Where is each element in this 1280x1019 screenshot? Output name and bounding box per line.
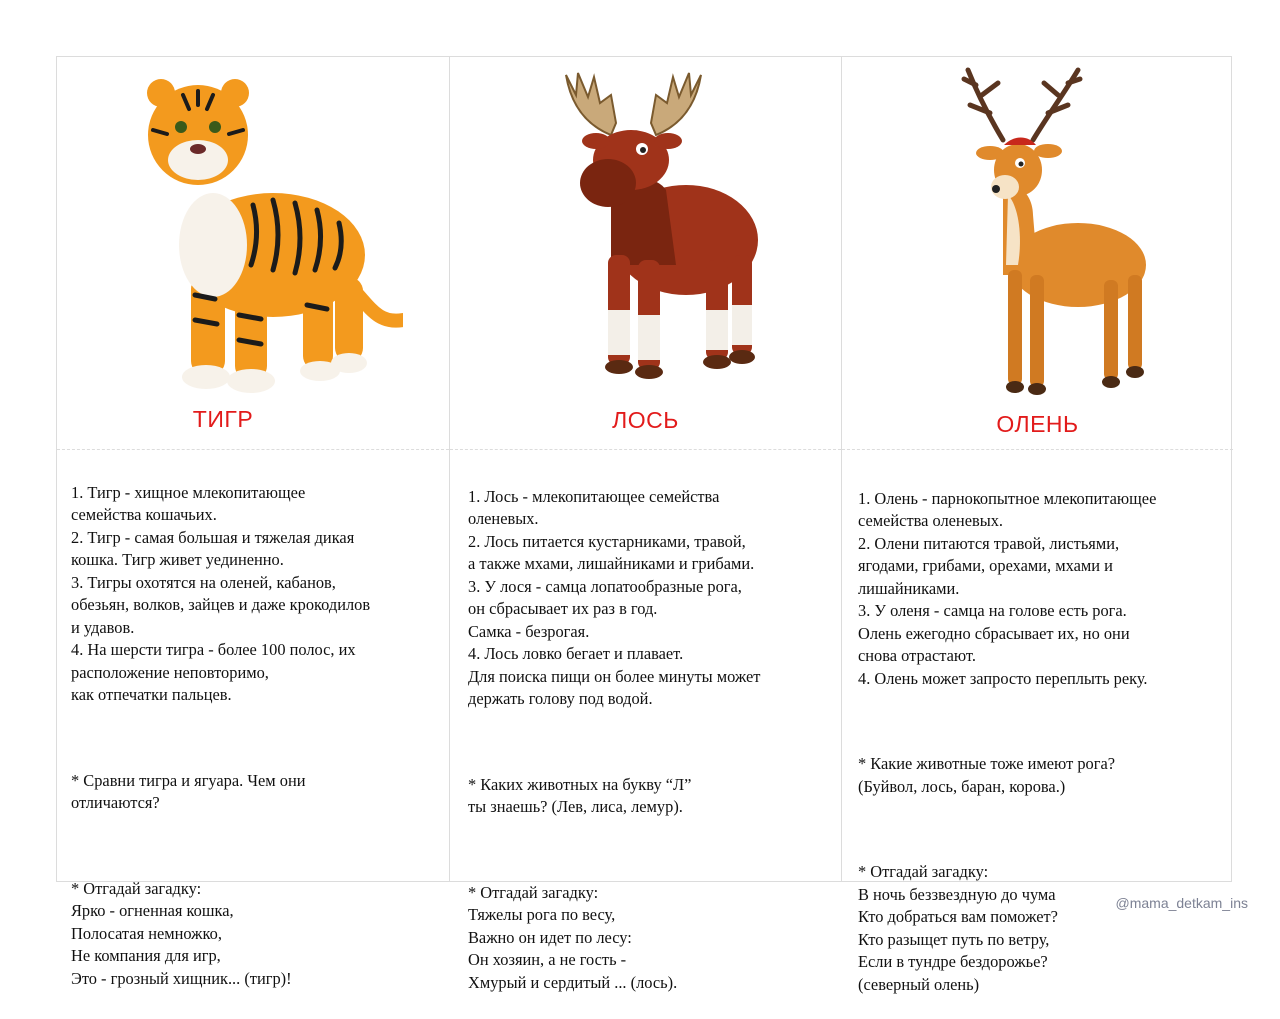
question-text: * Каких животных на букву “Л” ты знаешь? (Лев, лиса, лемур). [468, 774, 692, 816]
card-title: ТИГР [192, 406, 254, 432]
riddle-text: * Отгадай загадку: В ночь беззвездную до чума Кто добраться вам поможет? Кто разыщет путь по ветру, Если в тундре бездорожье? (северный олень) [858, 862, 1058, 994]
facts-text: 1. Тигр - хищное млекопитающее семейства кошачьих. 2. Тигр - самая большая и тяжелая дикая кошка. Тигр живет уединенно. 3. Тигры охотятся на оленей, кабанов, обезьян, волков, зайцев и даже крокодилов и удавов. 4. На шерсти тигра - более 100 полос, их расположение неповторимо, как отпечатки пальцев. [71, 482, 371, 704]
card-title: ОЛЕНЬ [996, 411, 1079, 437]
tiger-illustration [57, 65, 449, 405]
card-title: ЛОСЬ [612, 407, 679, 433]
card-moose [449, 57, 841, 992]
card-divider [450, 449, 841, 450]
card-text [468, 463, 835, 1017]
deer-illustration [842, 65, 1233, 405]
card-text [858, 465, 1227, 1019]
riddle-text: * Отгадай загадку: Ярко - огненная кошка, Полосатая немножко, Не компания для игр, Это - грозный хищник... (тигр)! [71, 878, 292, 988]
card-divider [842, 449, 1233, 450]
card-divider [57, 449, 449, 450]
card-text [71, 459, 443, 1013]
riddle-text: * Отгадай загадку: Тяжелы рога по весу, Важно он идет по лесу: Он хозяин, а не гость - Хмурый и сердитый ... (лось). [468, 882, 678, 992]
facts-text: 1. Лось - млекопитающее семейства оленевых. 2. Лось питается кустарниками, травой, а также мхами, лишайниками и грибами. 3. У лося - самца лопатообразные рога, он сбрасывает их раз в год. Самка - безрогая. 4. Лось ловко бегает и плавает. Для поиска пищи он более минуты может держать голову под водой. [468, 486, 761, 708]
watermark: @mama_detkam_ins [1115, 895, 1248, 911]
question-text: * Сравни тигра и ягуара. Чем они отличаются? [71, 770, 306, 812]
card-tiger [57, 57, 449, 988]
moose-illustration [450, 65, 841, 405]
facts-text: 1. Олень - парнокопытное млекопитающее семейства оленевых. 2. Олени питаются травой, листьями, ягодами, грибами, орехами, мхами и лишайниками. 3. У оленя - самца на голове есть рога. Олень ежегодно сбрасывает их, но они снова отрастают. 4. Олень может запросто переплыть реку. [858, 488, 1157, 688]
question-text: * Какие животные тоже имеют рога? (Буйвол, лось, баран, корова.) [858, 754, 1115, 796]
